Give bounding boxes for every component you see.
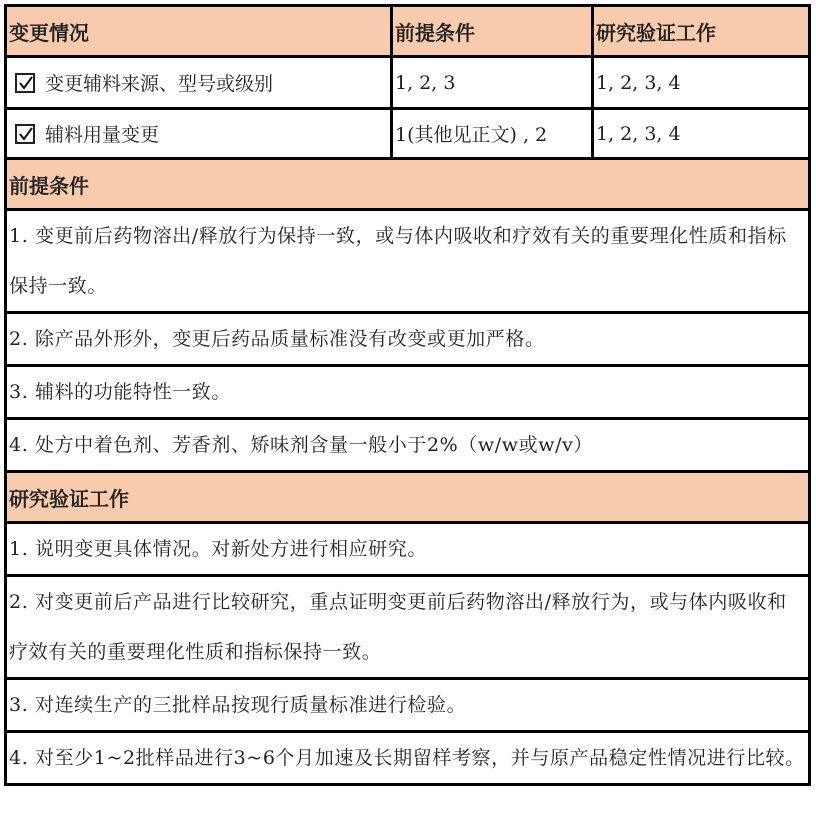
prerequisites-cell: 1(其他见正文) , 2: [393, 110, 594, 157]
header-research-work: 研究验证工作: [596, 20, 716, 45]
table-header-row: [7, 7, 808, 58]
prerequisite-item: 4. 处方中着色剂、芳香剂、矫味剂含量一般小于2%（w/w或w/v）: [7, 420, 808, 473]
section-title: 前提条件: [9, 173, 89, 198]
prerequisite-item: 1. 变更前后药物溶出/释放行为保持一致，或与体内吸收和疗效有关的重要理化性质和指标保持一致。: [7, 211, 808, 314]
prerequisites-section-header: [7, 160, 808, 211]
table-row: [7, 110, 808, 160]
table-row: [7, 58, 808, 110]
change-conditions-table: [4, 4, 811, 786]
research-section-header: [7, 473, 808, 524]
section-title: 研究验证工作: [9, 486, 129, 511]
research-item: 2. 对变更前后产品进行比较研究，重点证明变更前后药物溶出/释放行为，或与体内吸收和疗效有关的重要理化性质和指标保持一致。: [7, 577, 808, 680]
prerequisite-item: 3. 辅料的功能特性一致。: [7, 367, 808, 420]
change-item-cell: [7, 110, 393, 157]
change-item-label: 辅料用量变更: [45, 124, 160, 146]
header-change-situation: 变更情况: [7, 7, 393, 55]
checkbox-checked-icon[interactable]: [15, 73, 35, 93]
research-cell: 1, 2, 3, 4: [596, 71, 681, 94]
research-item: 1. 说明变更具体情况。对新处方进行相应研究。: [7, 524, 808, 577]
prerequisite-item: 2. 除产品外形外，变更后药品质量标准没有改变或更加严格。: [7, 314, 808, 367]
change-item-label: 变更辅料来源、型号或级别: [45, 73, 274, 95]
header-prerequisites: 前提条件: [393, 7, 594, 55]
research-item: 4. 对至少1~2批样品进行3~6个月加速及长期留样考察，并与原产品稳定性情况进行比较。: [9, 747, 805, 769]
research-item: 3. 对连续生产的三批样品按现行质量标准进行检验。: [7, 680, 808, 733]
checkbox-checked-icon[interactable]: [15, 124, 35, 144]
research-cell: 1, 2, 3, 4: [596, 122, 681, 145]
change-item-cell: [7, 58, 393, 107]
prerequisites-cell: 1, 2, 3: [393, 58, 594, 107]
